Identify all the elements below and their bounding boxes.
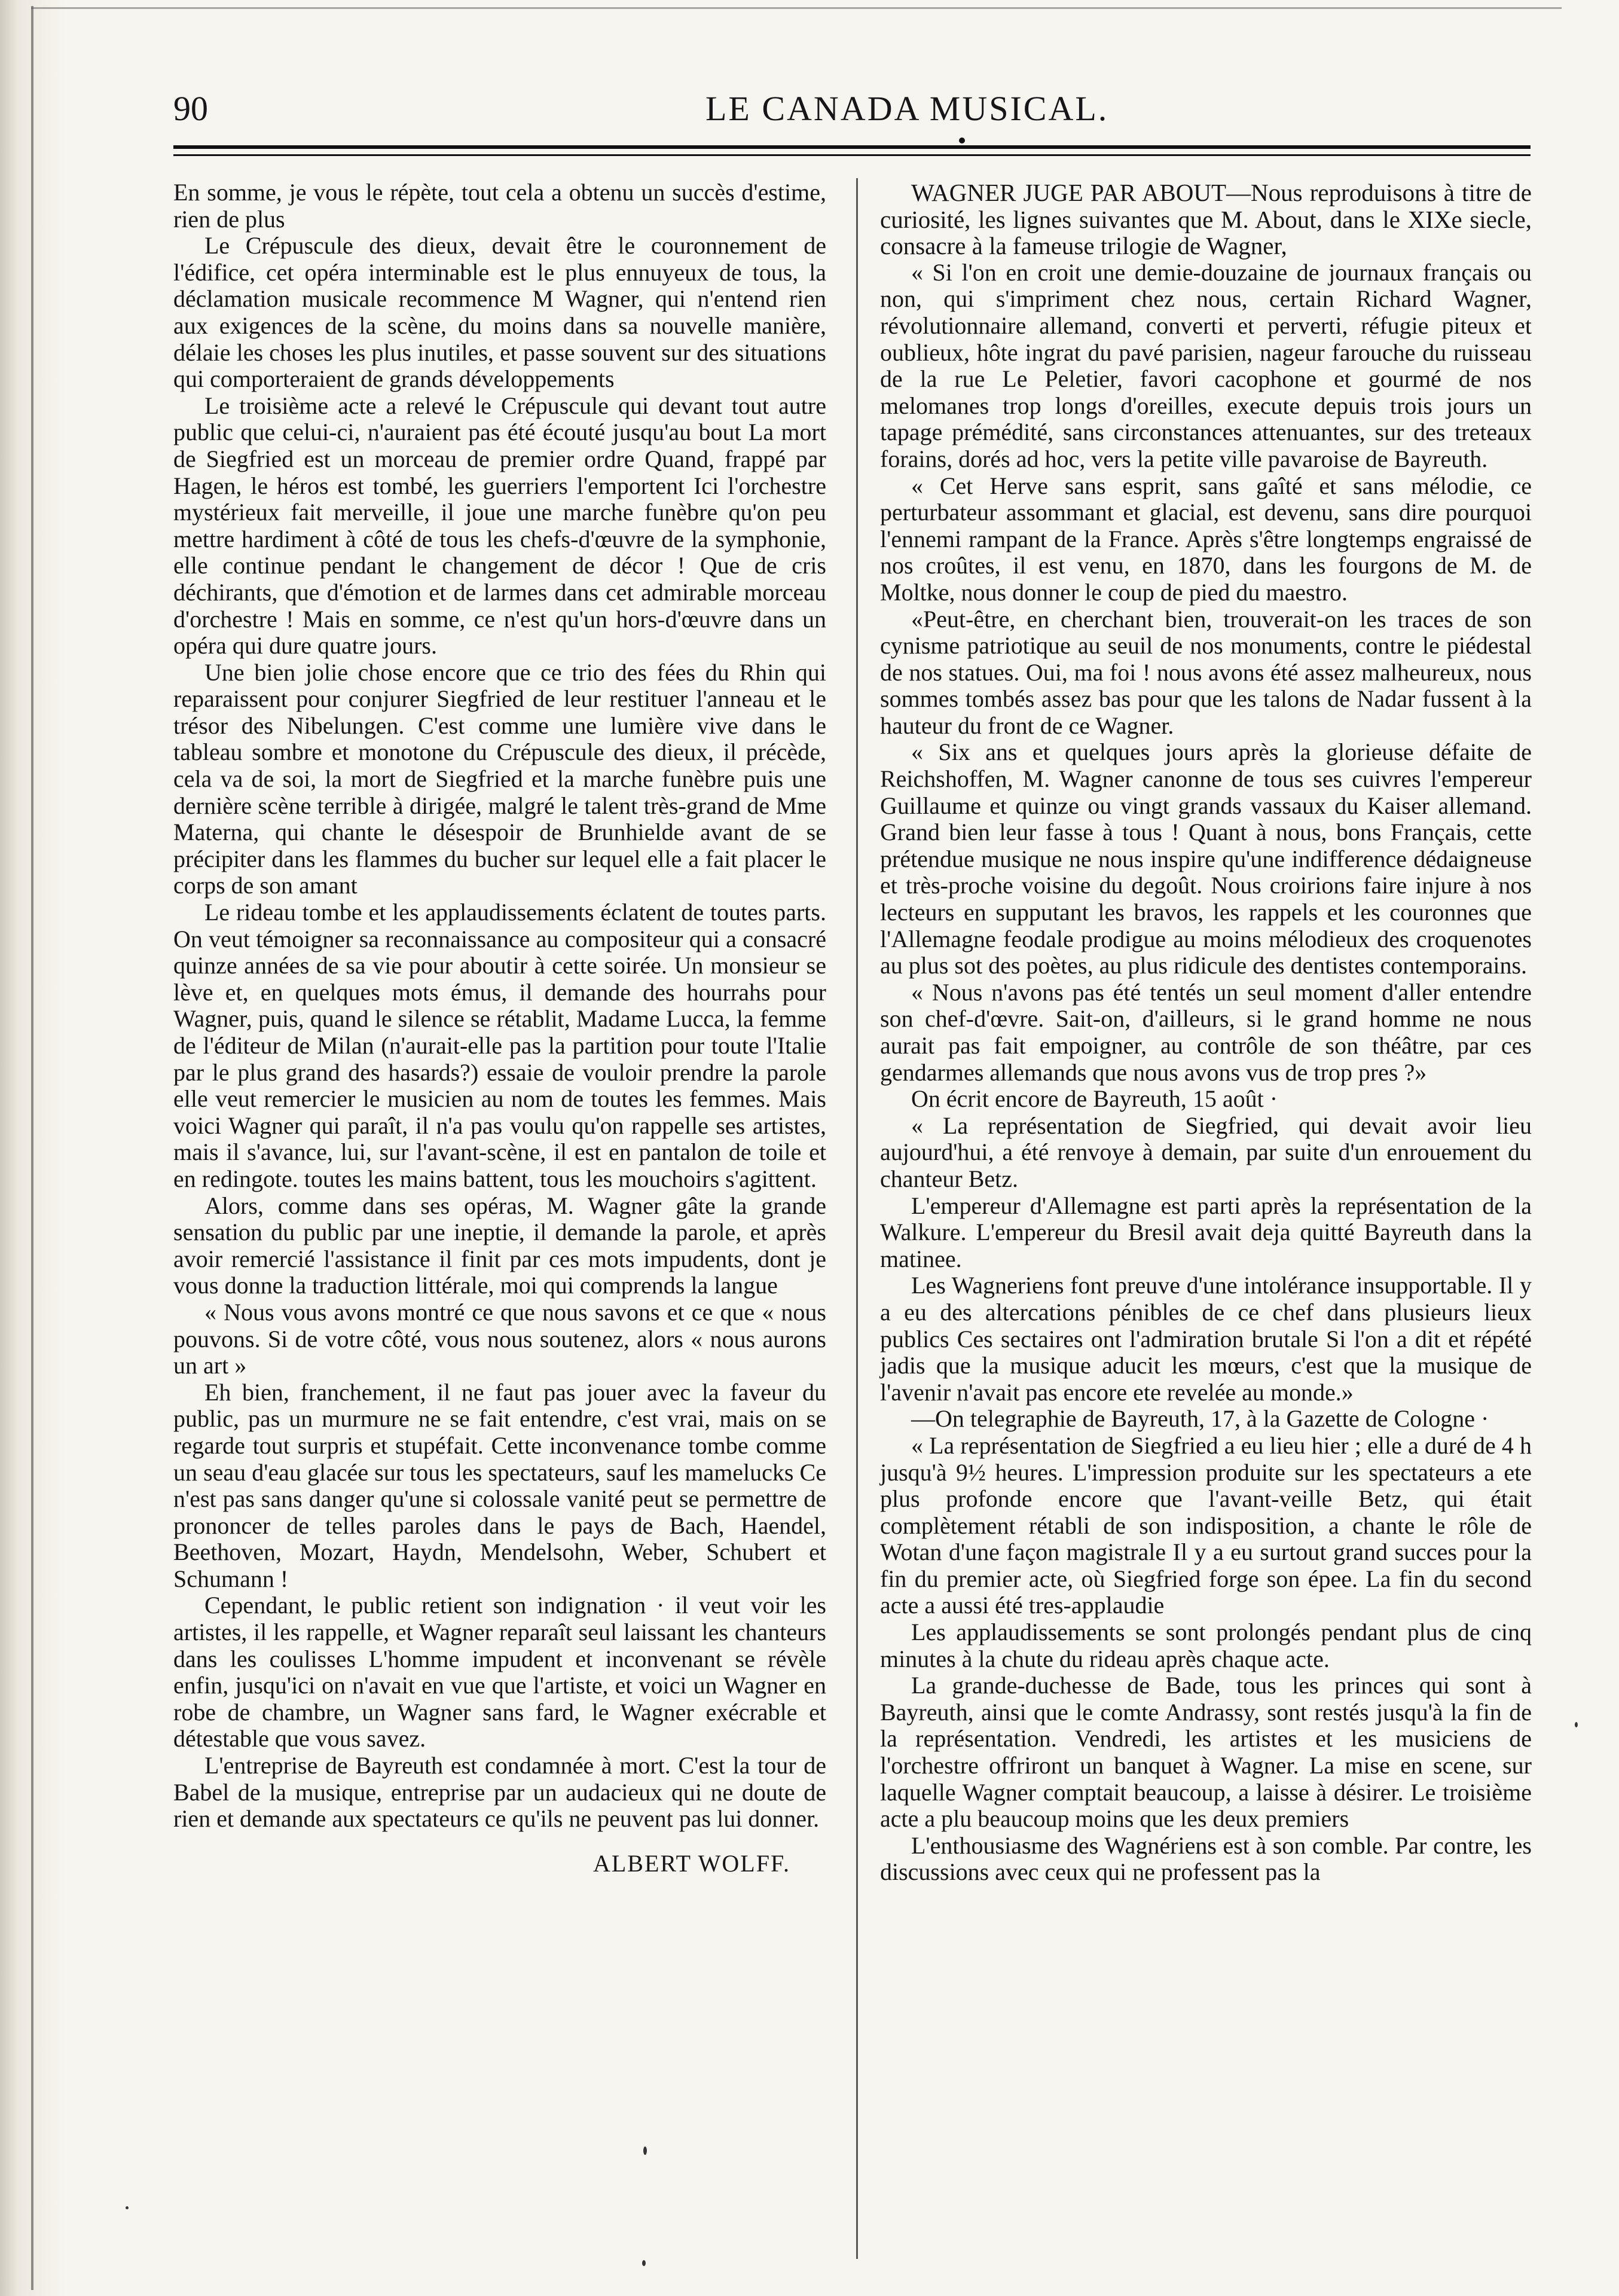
quotation: « Nous vous avons montré ce que nous savons et ce que « nous pouvons. Si de votre côté, vous nous soutenez, alors « nous aurons un art »	[173, 1298, 826, 1379]
paragraph: Eh bien, franchement, il ne faut pas jouer avec la faveur du public, pas un murmure ne se fait entendre, c'est vrai, mais on se regarde tout surpris et stupéfait. Cette inconvenance tombe comme un seau d'eau glacée sur tous les spectateurs, sauf les mamelucks Ce n'est pas sans danger qu'une si colossale vanité peut se permettre de prononcer de telles paroles dans le pays de Bach, Haendel, Beethoven, Mozart, Haydn, Mendelsohn, Weber, Schubert et Schumann !	[173, 1378, 826, 1592]
paragraph: L'empereur d'Allemagne est parti après la représentation de la Walkure. L'empereur du Bresil avait deja quitté Bayreuth dans la matinee.	[880, 1192, 1532, 1272]
article-lead-paragraph: WAGNER JUGE PAR ABOUT—Nous reproduisons à titre de curiosité, les lignes suivantes que M. About, dans le XIXe siecle, consacre à la fameuse trilogie de Wagner,	[880, 179, 1532, 260]
quotation: « La représentation de Siegfried a eu lieu hier ; elle a duré de 4 h jusqu'à 9½ heures. L'impression produite sur les spectateurs a ete plus profonde encore que l'avant-veille Betz, qui était complètement rétabli de son indisposition, a chante le rôle de Wotan d'une façon magistrale Il y a eu surtout grand succes pour la fin du premier acte, où Siegfried forge son épee. La fin du second acte a aussi été tres-applaudie	[880, 1431, 1532, 1619]
paragraph: Cependant, le public retient son indignation · il veut voir les artistes, il les rappelle, et Wagner reparaît seul laissant les chanteurs dans les coulisses L'homme impudent et inconvenant se révèle enfin, jusqu'ici on n'avait en vue que l'artiste, et voici un Wagner en robe de chambre, un Wagner sans fard, le Wagner exécrable et détestable que vous savez.	[173, 1592, 826, 1752]
header-ornament-dot	[959, 138, 965, 144]
quotation: « Si l'on en croit une demie-douzaine de journaux français ou non, qui s'impriment chez nous, certain Richard Wagner, révolutionnaire allemand, converti et perverti, réfugie piteux et oublieux, hôte ingrat du pavé parisien, nageur farouche du ruisseau de la rue Le Peletier, favori cacophone et gourmé de nos melomanes trop longs d'oreilles, execute depuis trois jours un tapage prémédité, sans circonstances attenuantes, sur des treteaux forains, dorés ad hoc, vers la petite ville pavaroise de Bayreuth.	[880, 258, 1532, 472]
print-speck	[1575, 1722, 1578, 1727]
paragraph: Alors, comme dans ses opéras, M. Wagner gâte la grande sensation du public par une ineptie, il demande la parole, et après avoir remercié l'assistance il finit par ces mots impudents, dont je vous donne la traduction littérale, moi qui comprends la langue	[173, 1192, 826, 1299]
paragraph: —On telegraphie de Bayreuth, 17, à la Gazette de Cologne ·	[911, 1405, 1489, 1433]
paragraph: En somme, je vous le répète, tout cela a obtenu un succès d'estime, rien de plus	[173, 179, 826, 233]
paragraph: La grande-duchesse de Bade, tous les princes qui sont à Bayreuth, ainsi que le comte Andrassy, sont restés jusqu'à la fin de la représentation. Vendredi, les artistes et les musiciens de l'orchestre offriront un banquet à Wagner. La mise en scene, sur laquelle Wagner comptait beaucoup, a laisse à désirer. Le troisième acte a plu beaucoup moins que les deux premiers	[880, 1672, 1532, 1833]
paragraph: L'enthousiasme des Wagnériens est à son comble. Par contre, les discussions avec ceux qui ne professent pas la	[880, 1831, 1532, 1886]
quotation: « Nous n'avons pas été tentés un seul moment d'aller entendre son chef-d'œvre. Sait-on, d'ailleurs, si le grand homme ne nous aurait pas fait empoigner, au contrôle de son théâtre, par ces gendarmes allemands que nous avons vus de trop pres ?»	[880, 978, 1532, 1086]
quotation: « La représentation de Siegfried, qui devait avoir lieu aujourd'hui, a été renvoye à demain, par suite d'un enrouement du chanteur Betz.	[880, 1112, 1532, 1192]
print-speck	[643, 2147, 647, 2155]
header-rule-thin	[173, 154, 1531, 156]
paragraph: Les applaudissements se sont prolongés pendant plus de cinq minutes à la chute du rideau après chaque acte.	[880, 1619, 1532, 1672]
paragraph: Les Wagneriens font preuve d'une intolérance insupportable. Il y a eu des altercations pénibles de ce chef dans plusieurs lieux publics Ces sectaires ont l'admiration brutale Si l'on a dit et répété jadis que la musique aducit les mœurs, c'est que la musique de l'avenir n'avait pas encore ete revelée au monde.»	[880, 1272, 1532, 1406]
paragraph: Le Crépuscule des dieux, devait être le couronnement de l'édifice, cet opéra interminable est le plus ennuyeux de tous, la déclamation musicale recommence M Wagner, qui n'entend rien aux exigences de la scène, du moins dans sa nouvelle manière, délaie les choses les plus inutiles, et passe souvent sur des situations qui comporteraient de grands développements	[173, 232, 826, 393]
top-edge-line	[31, 7, 1562, 9]
paragraph: L'entreprise de Bayreuth est condamnée à mort. C'est la tour de Babel de la musique, entreprise par un audacieux qui ne doute de rien et demande aux spectateurs ce qu'ils ne peuvent pas lui donner.	[173, 1752, 826, 1833]
paragraph: Le troisième acte a relevé le Crépuscule qui devant tout autre public que celui-ci, n'auraient pas été écouté jusqu'au bout La mort de Siegfried est un morceau de premier ordre Quand, frappé par Hagen, le héros est tombé, les guerriers l'emportent Ici l'orchestre mystérieux fait merveille, il joue une marche funèbre qu'on peu mettre hardiment à côté de tous les chefs-d'œuvre de la symphonie, elle continue pendant le changement de décor ! Que de cris déchirants, que d'émotion et de larmes dans cet admirable morceau d'orchestre ! Mais en somme, ce n'est qu'un hors-d'œuvre dans un opéra qui dure quatre jours.	[173, 392, 826, 660]
paragraph: On écrit encore de Bayreuth, 15 août ·	[911, 1085, 1278, 1113]
journal-title: LE CANADA MUSICAL.	[705, 89, 1109, 128]
print-speck	[642, 2260, 646, 2266]
print-speck	[126, 2206, 129, 2209]
paragraph: Une bien jolie chose encore que ce trio des fées du Rhin qui reparaissent pour conjurer Siegfried de leur restituer l'anneau et le trésor des Nibelungen. C'est comme une lumière vive dans le tableau sombre et monotone du Crépuscule des dieux, il précède, cela va de soi, la mort de Siegfried et la marche funèbre puis une dernière scène terrible à dirigée, malgré le talent très-grand de Mme Materna, qui chante le désespoir de Brunhielde avant de se précipiter dans les flammes du bucher sur lequel elle a fait placer le corps de son amant	[173, 658, 826, 899]
paragraph: Le rideau tombe et les applaudissements éclatent de toutes parts. On veut témoigner sa reconnaissance au compositeur qui a consacré quinze années de sa vie pour aboutir à cette soirée. Un monsieur se lève et, en quelques mots émus, il demande des hourrahs pour Wagner, puis, quand le silence se rétablit, Madame Lucca, la femme de l'éditeur de Milan (n'aurait-elle pas la partition pour toute l'Italie par le plus grand des hasards?) essaie de vouloir prendre la parole elle veut remercier le musicien au nom de toutes les femmes. Mais voici Wagner qui paraît, il n'a pas voulu qu'on rappelle ses artistes, mais il s'avance, lui, sur l'avant-scène, il est en pantalon de toile et en redingote. toutes les mains battent, tous les mouchoirs s'agittent.	[173, 899, 826, 1192]
quotation: «Peut-être, en cherchant bien, trouverait-on les traces de son cynisme patriotique au seuil de nos monuments, contre le piédestal de nos statues. Oui, ma foi ! nous avons été assez malheureux, nous sommes tombés assez bas pour que les talons de Nadar fussent à la hauteur du front de ce Wagner.	[880, 605, 1532, 739]
quotation: « Six ans et quelques jours après la glorieuse défaite de Reichshoffen, M. Wagner canonne de tous ses cuivres l'empereur Guillaume et quinze ou vingt grands vassaux du Kaiser allemand. Grand bien leur fasse à tous ! Quant à nous, bons Français, cette prétendue musique ne nous inspire qu'une indifference dédaigneuse et très-proche voisine du degoût. Nous croirions faire injure à nos lecteurs en supputant les bravos, les rappels et les couronnes que l'Allemagne feodale prodigue au moins mélodieux des croquenotes au plus sot des poètes, au plus ridicule des dentistes contemporains.	[880, 738, 1532, 979]
header-rule-thick	[173, 145, 1531, 149]
column-divider	[856, 178, 858, 2259]
right-column	[880, 179, 1532, 1886]
page-edge-line	[31, 6, 33, 2290]
left-column	[173, 179, 826, 1877]
quotation: « Cet Herve sans esprit, sans gaîté et sans mélodie, ce perturbateur assommant et glacial, est devenu, sans dire pourquoi l'ennemi rampant de la France. Après s'être longtemps engraissé de nos croûtes, il est venu, en 1870, dans les fourgons de M. de Moltke, nous donner le coup de pied du maestro.	[880, 472, 1532, 606]
page-number: 90	[173, 89, 208, 128]
author-signature: ALBERT WOLFF.	[592, 1849, 790, 1877]
